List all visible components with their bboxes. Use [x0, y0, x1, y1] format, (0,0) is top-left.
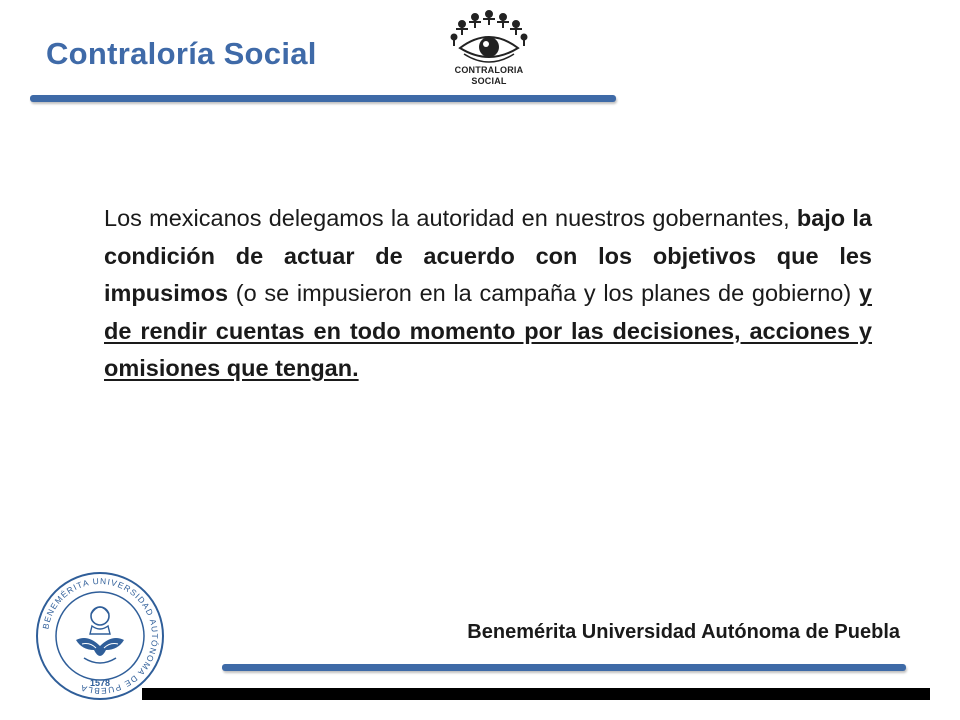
svg-text:1578: 1578 — [89, 678, 111, 688]
title-underline — [30, 95, 616, 102]
university-seal — [34, 570, 166, 702]
paragraph-plain-2: (o se impusieron en la campaña y los planes de gobierno) — [228, 280, 859, 306]
university-name: Benemérita Universidad Autónoma de Puebla — [467, 621, 900, 643]
university-seal-icon — [34, 570, 166, 702]
logo-text-line2: SOCIAL — [471, 76, 507, 86]
logo-text-line1: CONTRALORIA — [454, 65, 524, 75]
contraloria-social-logo — [444, 4, 534, 94]
slide-title: Contraloría Social — [46, 36, 317, 71]
paragraph-bold-1: bajo la condición de actuar de acuerdo con los objetivos que les impusimos — [104, 205, 872, 306]
main-paragraph — [104, 200, 872, 388]
paragraph-plain-1: Los mexicanos delegamos la autoridad en nuestros gobernantes, — [104, 205, 797, 231]
svg-text:BENEMÉRITA UNIVERSIDAD AUTÓNOM: BENEMÉRITA UNIVERSIDAD AUTÓNOMA DE PUEBLA — [40, 575, 161, 697]
paragraph-bold-underlined: y de rendir cuentas en todo momento por las decisiones, acciones y omisiones que tengan. — [104, 280, 872, 381]
footer-black-bar — [142, 688, 930, 700]
footer-blue-rule — [222, 664, 906, 671]
